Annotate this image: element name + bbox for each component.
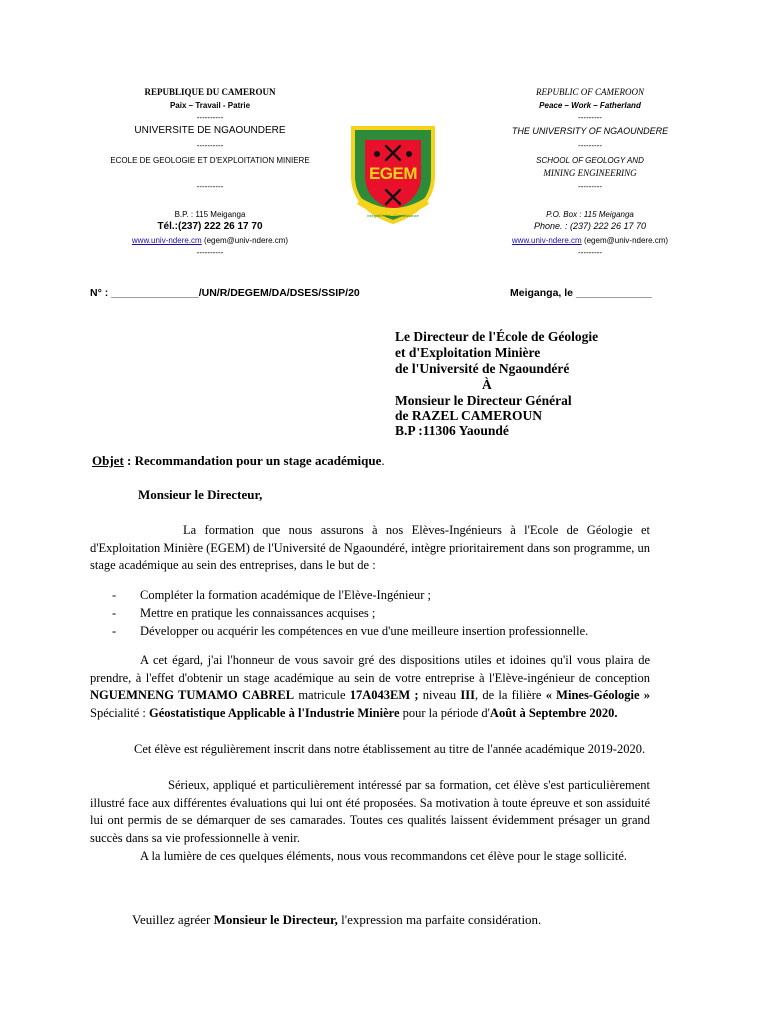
school-en-line2: MINING ENGINEERING [543,168,637,178]
bullet-marker: - [112,624,117,638]
bullet-item: Mettre en pratique les connaissances acquises ; [140,606,376,620]
request-paragraph [90,652,650,722]
address-to: À [482,377,492,392]
student-level: III [460,688,475,702]
university-fr: UNIVERSITE DE NGAOUNDERE [134,125,286,136]
country-en: REPUBLIC OF CAMEROON [536,87,644,97]
email-text: (egem@univ-ndere.cm) [201,236,289,245]
tel-fr: Tél.:(237) 222 26 17 70 [157,221,263,232]
text: matricule [294,688,350,702]
separator: ---------- [196,113,224,122]
text: , de la filière [474,688,546,702]
address-line: de RAZEL CAMEROUN [395,408,543,423]
text: Spécialité : [90,705,150,720]
bullet-marker: - [112,588,117,602]
reference-number: N° : _______________/UN/R/DEGEM/DA/DSES/SSIP/20 [90,287,360,299]
object-line [92,453,385,469]
separator: --------- [578,113,602,122]
student-name: NGUEMNENG TUMAMO CABREL [90,688,295,702]
address-line: B.P :11306 Yaoundé [395,423,509,438]
egem-logo [343,118,443,228]
object-end: . [381,453,385,468]
student-matricule: 17A043EM ; [349,688,419,702]
text: pour la période d' [399,705,490,720]
bp-fr: B.P. : 115 Meiganga [174,210,246,219]
salutation: Monsieur le Directeur, [138,487,263,502]
bullet-item: Développer ou acquérir les compétences en vue d'une meilleure insertion professionnelle. [140,624,589,638]
address-line: Monsieur le Directeur Général [395,393,572,408]
address-line: de l'Université de Ngaoundéré [395,361,570,376]
school-en-line1: SCHOOL OF GEOLOGY AND [536,156,644,165]
student-speciality: Géostatistique Applicable à l'Industrie Minière [149,705,400,720]
phone-en: Phone. : (237) 222 26 17 70 [533,221,647,231]
object-text: : Recommandation pour un stage académique [123,453,382,468]
logo-acronym: EGEM [368,164,418,183]
logo-motto: Intégrité - Art - Connaissance [367,213,419,218]
recommendation-paragraph: A la lumière de ces quelques éléments, nous vous recommandons cet élève pour le stage sollicité. [140,849,628,863]
bullet-marker: - [112,606,117,620]
website-link[interactable]: www.univ-ndere.cm [131,236,202,245]
website-link[interactable]: www.univ-ndere.cm [511,236,582,245]
text: Veuillez agréer [132,912,214,927]
enrollment-paragraph: Cet élève est régulièrement inscrit dans notre établissement au titre de l'année académique 2019-2020. [134,742,646,756]
separator: --------- [578,141,602,150]
motto-fr: Paix – Travail - Patrie [169,101,251,110]
separator: ---------- [196,182,224,191]
university-en: THE UNIVERSITY OF NGAOUNDERE [511,126,669,136]
place-date: Meiganga, le _____________ [510,287,652,299]
separator: ---------- [196,248,224,257]
email-text: (egem@univ-ndere.cm) [581,236,669,245]
text: A cet égard, j'ai l'honneur de vous savoir gré des dispositions utiles et idoines qu'il vous plaira de prendre, à l'effet d'obtenir un stage académique au sein de votre entreprise à l'Elève-ingénieur de conception [90,653,650,685]
closing-line [132,912,541,928]
object-label: Objet [92,453,124,468]
separator: --------- [578,248,602,257]
country-fr: REPUBLIQUE DU CAMEROUN [144,87,276,97]
evaluation-paragraph: Sérieux, appliqué et particulièrement intéressé par sa formation, cet élève s'est particulièrement illustré face aux différentes évaluations qui lui ont été proposées. Sa motivation à toute épreuve et son assiduité lui ont permis de se démarquer de ses camarades. Toutes ces qualités laissent évidemment présager un grand succès dans sa vie professionnelle à venir. [90,778,650,845]
bp-en: P.O. Box : 115 Meiganga [546,210,634,219]
closing-addressee: Monsieur le Directeur, [213,912,338,927]
separator: ---------- [196,141,224,150]
text: niveau [418,688,461,702]
address-line: Le Directeur de l'École de Géologie [395,329,599,344]
separator: --------- [578,182,602,191]
bullet-item: Compléter la formation académique de l'Elève-Ingénieur ; [140,588,432,602]
school-fr: ECOLE DE GEOLOGIE ET D'EXPLOITATION MINIERE [110,156,310,165]
address-line: et d'Exploitation Minière [395,345,541,360]
text: l'expression ma parfaite considération. [337,912,542,927]
student-filiere: « Mines-Géologie » [545,688,650,702]
internship-period: Août à Septembre 2020. [489,705,618,720]
intro-paragraph: La formation que nous assurons à nos Elèves-Ingénieurs à l'Ecole de Géologie et d'Exploitation Minière (EGEM) de l'Université de Ngaoundéré, intègre prioritairement dans son programme, un stage académique au sein des entreprises, dans le but de : [90,523,650,572]
motto-en: Peace – Work – Fatherland [539,101,641,110]
